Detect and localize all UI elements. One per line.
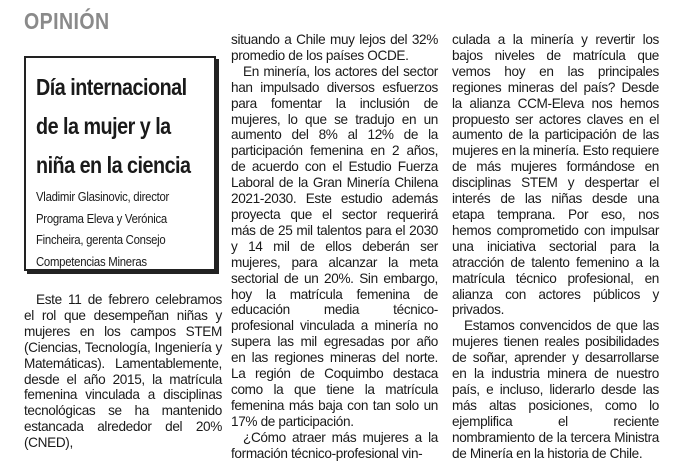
headline-box-frame (24, 56, 216, 271)
paragraph: ¿Cómo atraer más mujeres a la formación técnico-profesional vin- (231, 429, 438, 461)
byline: Vladimir Glasinovic, director Programa Eleva y Verónica Fincheira, gerenta Consejo Competencias Mineras (36, 189, 170, 269)
article-column-2 (231, 32, 438, 461)
section-label: OPINIÓN (24, 8, 110, 34)
headline: Día internacional de la mujer y la niña en la ciencia (36, 74, 191, 178)
paragraph: Estamos convencidos de que las mujeres tienen reales posibilidades de soñar, aprender y desarrollarse en la industria minera de nuestro país, e incluso, liderarlo desde las más altas posiciones, como lo ejemplifica el reciente nombramiento de la tercera Ministra de Minería en la historia de Chile. (452, 318, 659, 461)
paragraph: Este 11 de febrero celebramos el rol que desempeñan niñas y mujeres en los campos STEM (Ciencias, Tecnología, Ingeniería y Matemáticas). Lamentablemente, desde el año 2015, la matrícula femenina vinculada a disciplinas tecnológicas se ha mantenido estancada alrededor del 20% (CNED), (24, 292, 222, 451)
paragraph: En minería, los actores del sector han impulsado diversos esfuerzos para fomentar la inclusión de mujeres, lo que se tradujo en un aumento del 8% al 12% de la participación femenina en 2 años, de acuerdo con el Estudio Fuerza Laboral de la Gran Minería Chilena 2021-2030. Este estudio además proyecta que el sector requerirá más de 25 mil talentos para el 2030 y 14 mil de ellos deberán ser mujeres, para alcanzar la meta sectorial de un 20%. Sin embargo, hoy la matrícula femenina de educación media técnico-profesional vinculada a minería no supera las mil egresadas por año en las regiones mineras del norte. La región de Coquimbo destaca como la que tiene la matrícula femenina más baja con tan solo un 17% de participación. (231, 63, 438, 429)
article-column-3 (452, 32, 659, 461)
paragraph: culada a la minería y revertir los bajos niveles de matrícula que vemos hoy en las principales regiones mineras del país? Desde la alianza CCM-Eleva nos hemos propuesto ser actores claves en el aumento de la participación de las mujeres en la minería. Esto requiere de más mujeres formándose en disciplinas STEM y despertar el interés de las niñas desde una etapa temprana. Por eso, nos hemos comprometido con impulsar una iniciativa sectorial para la atracción de talento femenino a la matrícula técnico profesional, en alianza con actores públicos y privados. (452, 32, 659, 318)
paragraph: situando a Chile muy lejos del 32% promedio de los países OCDE. (231, 32, 438, 63)
headline-box (24, 56, 216, 276)
article-column-1 (24, 292, 222, 451)
